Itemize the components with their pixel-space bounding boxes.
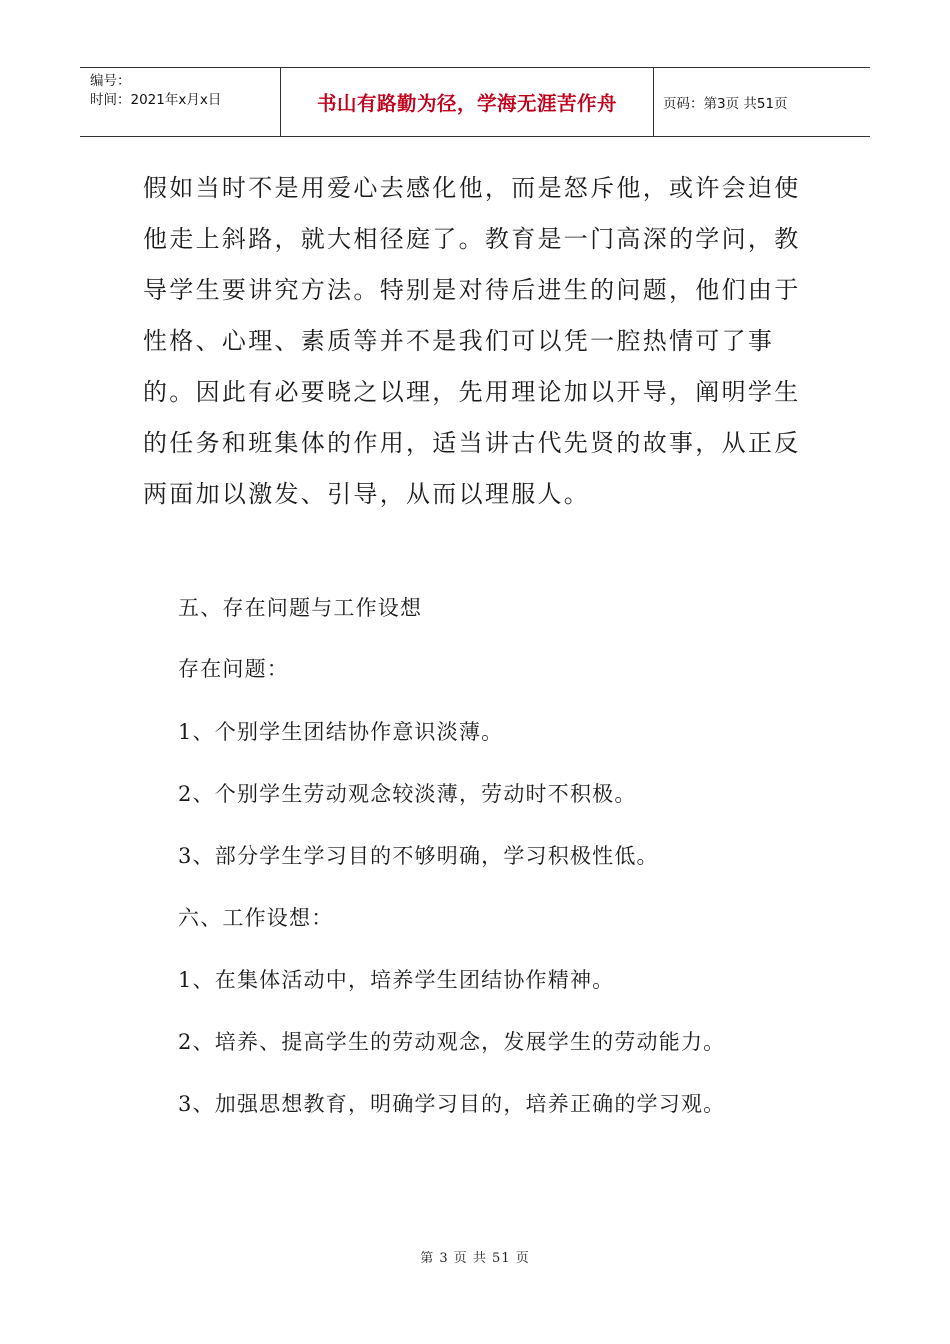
header-meta-cell bbox=[80, 68, 281, 136]
document-number-label: 编号： bbox=[90, 73, 131, 89]
plan-item: 2、培养、提高学生的劳动观念，发展学生的劳动能力。 bbox=[178, 1030, 726, 1054]
problem-item: 3、部分学生学习目的不够明确，学习积极性低。 bbox=[178, 844, 659, 868]
plan-item: 1、在集体活动中，培养学生团结协作精神。 bbox=[178, 968, 615, 992]
page-header bbox=[80, 67, 870, 137]
body-paragraph: 假如当时不是用爱心去感化他，而是怒斥他，或许会迫使他走上斜路，就大相径庭了。教育是一门高深的学问，教导学生要讲究方法。特别是对待后进生的问题，他们由于性格、心理、素质等并不是我们可以凭一腔热情可了事的。因此有必要晓之以理，先用理论加以开导，阐明学生的任务和班集体的作用，适当讲古代先贤的故事，从正反两面加以激发、引导，从而以理服人。 bbox=[143, 174, 801, 508]
section-6-title: 六、工作设想： bbox=[178, 906, 334, 930]
document-date-label: 时间：2021年x月x日 bbox=[90, 92, 222, 108]
page-footer: 第 3 页 共 51 页 bbox=[420, 1251, 530, 1266]
plan-item: 3、加强思想教育，明确学习目的，培养正确的学习观。 bbox=[178, 1092, 726, 1116]
header-page-cell bbox=[654, 68, 870, 136]
header-page-info: 页码：第3页 共51页 bbox=[663, 96, 788, 112]
header-motto: 书山有路勤为径，学海无涯苦作舟 bbox=[316, 92, 617, 115]
problem-item: 2、个别学生劳动观念较淡薄，劳动时不积极。 bbox=[178, 782, 637, 806]
body-paragraph-block bbox=[143, 163, 813, 520]
problems-label: 存在问题： bbox=[178, 657, 289, 681]
section-5-title: 五、存在问题与工作设想 bbox=[178, 596, 423, 620]
problem-item: 1、个别学生团结协作意识淡薄。 bbox=[178, 720, 504, 744]
header-motto-cell bbox=[281, 68, 654, 136]
